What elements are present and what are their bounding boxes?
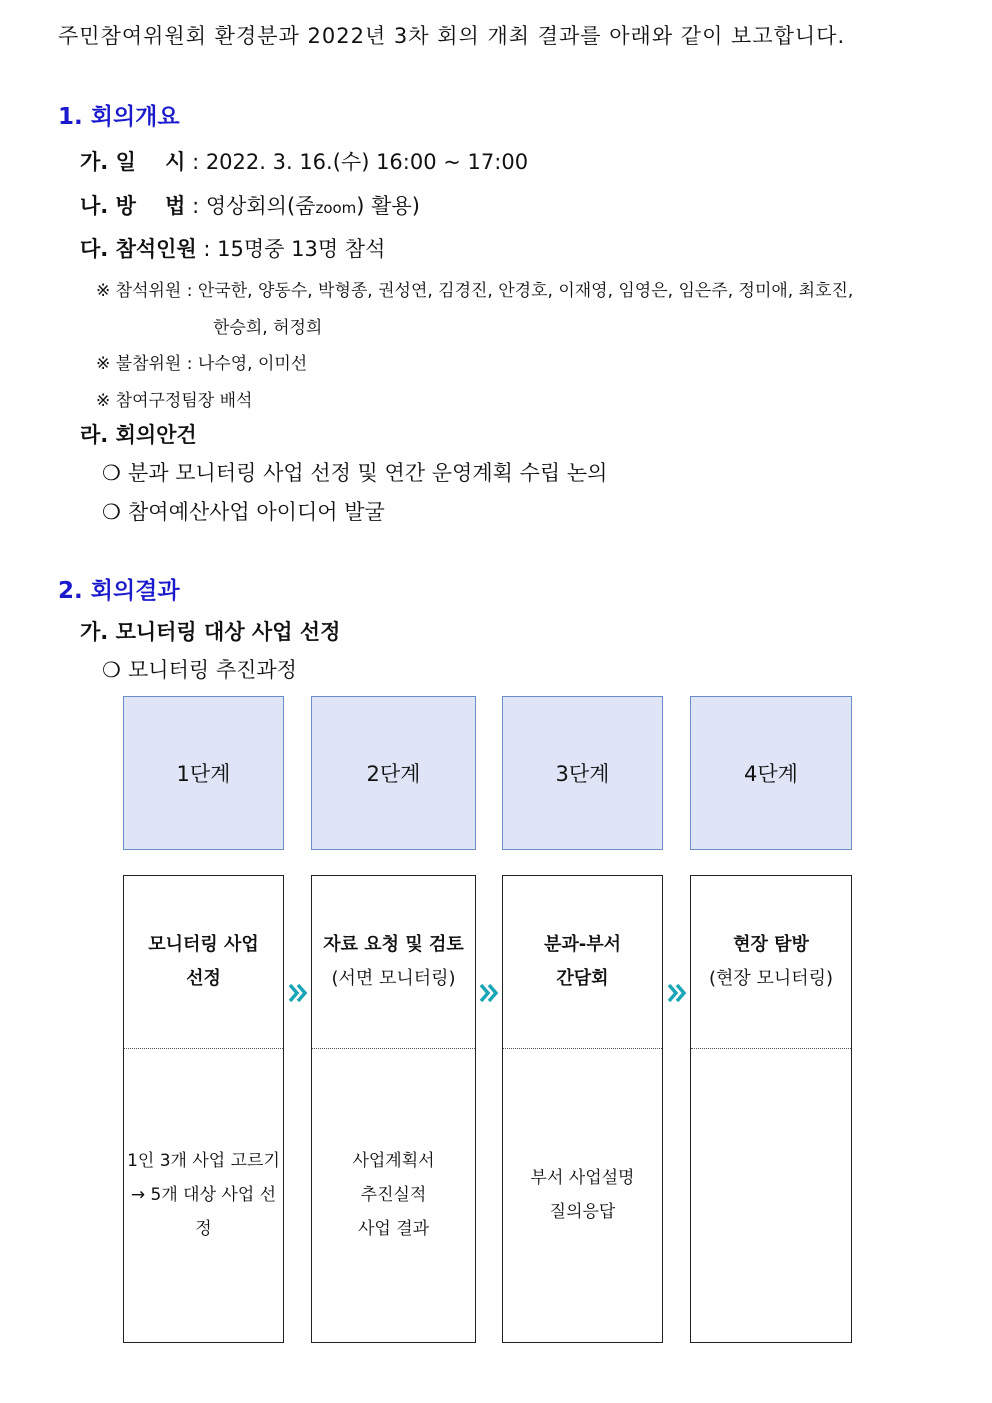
stage-detail-line: 사업계획서 [352, 1151, 435, 1171]
stage-label: 2단계 [366, 762, 421, 786]
agenda-label [80, 419, 197, 449]
stage-detail-line: 부서 사업설명 [530, 1168, 635, 1188]
method-value-zoom: zoom [315, 199, 357, 217]
date-row [80, 146, 528, 176]
method-row [80, 190, 420, 220]
stage-box-4 [690, 875, 852, 1343]
stage-header-3 [502, 696, 663, 850]
stage-detail-line: 사업 결과 [357, 1219, 430, 1239]
stage-title-area [691, 876, 851, 1049]
attend-label: 다. 참석인원 [80, 237, 197, 261]
stage-label: 4단계 [744, 762, 798, 786]
attend-value: : 15명중 13명 참석 [196, 237, 386, 261]
stage-header-2 [311, 696, 476, 850]
process-title [102, 654, 297, 684]
stage-title-line: 현장 탐방 [733, 934, 809, 955]
method-label: 나. 방 법 [80, 194, 186, 218]
stage-title-area [124, 876, 283, 1049]
stage-subtitle: (서면 모니터링) [331, 968, 456, 989]
stage-title-line: 분과-부서 [543, 934, 622, 955]
stage-title-line: 선정 [186, 968, 221, 989]
stage-detail-line: → 5개 대상 사업 선 [130, 1185, 277, 1205]
stage-title-line: 자료 요청 및 검토 [323, 934, 464, 955]
attend-row [80, 233, 385, 263]
note-attendees-line1: 안국한, 양동수, 박형종, 권성연, 김경진, 안경호, 이재영, 임영은, 임은주, 정미애, 최호진, [197, 281, 854, 301]
section-1-title: 1. 회의개요 [58, 104, 180, 130]
date-label: 가. 일 시 [80, 150, 186, 174]
stage-box-1 [123, 875, 284, 1343]
process-title-text: 모니터링 추진과정 [128, 658, 297, 682]
stage-detail-area [124, 1048, 283, 1342]
stage-detail-line: 질의응답 [549, 1202, 616, 1222]
agenda-label-text: 라. 회의안건 [80, 423, 197, 447]
stage-title-line: 모니터링 사업 [148, 934, 259, 955]
method-value-end: ) 활용) [356, 194, 420, 218]
note-absent: ※ 불참위원 : 나수영, 이미선 [96, 354, 308, 374]
circle-bullet-icon: ❍ [102, 461, 121, 485]
double-chevron-right-icon [666, 980, 688, 1006]
subsection-title [80, 616, 340, 646]
stage-detail-line: 정 [195, 1219, 212, 1239]
date-value: : 2022. 3. 16.(수) 16:00 ~ 17:00 [185, 150, 529, 174]
method-value [185, 194, 420, 218]
stage-title-area [503, 876, 662, 1049]
note-attendees [96, 276, 853, 301]
double-chevron-right-icon [287, 980, 309, 1006]
stage-box-3 [502, 875, 663, 1343]
stage-box-2 [311, 875, 476, 1343]
stage-label: 3단계 [555, 762, 610, 786]
stage-subtitle: (현장 모니터링) [708, 968, 834, 989]
note-attendees-label: ※ 참석위원 : [96, 281, 198, 301]
stage-detail-line: 1인 3개 사업 고르기 [127, 1151, 280, 1171]
stage-detail-area [691, 1048, 851, 1342]
stage-header-1 [123, 696, 284, 850]
subsection-title-text: 가. 모니터링 대상 사업 선정 [80, 620, 341, 644]
stage-detail-line: 추진실적 [360, 1185, 427, 1205]
note-attendees-line2: 한승희, 허정희 [213, 318, 323, 338]
stage-title-area [312, 876, 475, 1049]
circle-bullet-icon: ❍ [102, 500, 121, 524]
agenda-item [102, 496, 385, 526]
section-2-title: 2. 회의결과 [58, 578, 180, 604]
circle-bullet-icon: ❍ [102, 658, 121, 682]
agenda-item-text: 참여예산사업 아이디어 발굴 [128, 500, 385, 524]
method-value-part: : 영상회의(줌 [185, 194, 316, 218]
stage-header-4 [690, 696, 852, 850]
stage-label: 1단계 [176, 762, 231, 786]
intro-text: 주민참여위원회 환경분과 2022년 3차 회의 개최 결과를 아래와 같이 보고합니다. [58, 24, 846, 48]
stage-title-line: 간담회 [556, 968, 609, 989]
agenda-item [102, 457, 607, 487]
stage-detail-area [503, 1048, 662, 1342]
double-chevron-right-icon [478, 980, 500, 1006]
note-team-lead: ※ 참여구정팀장 배석 [96, 391, 253, 411]
agenda-item-text: 분과 모니터링 사업 선정 및 연간 운영계획 수립 논의 [128, 461, 608, 485]
stage-detail-area [312, 1048, 475, 1342]
